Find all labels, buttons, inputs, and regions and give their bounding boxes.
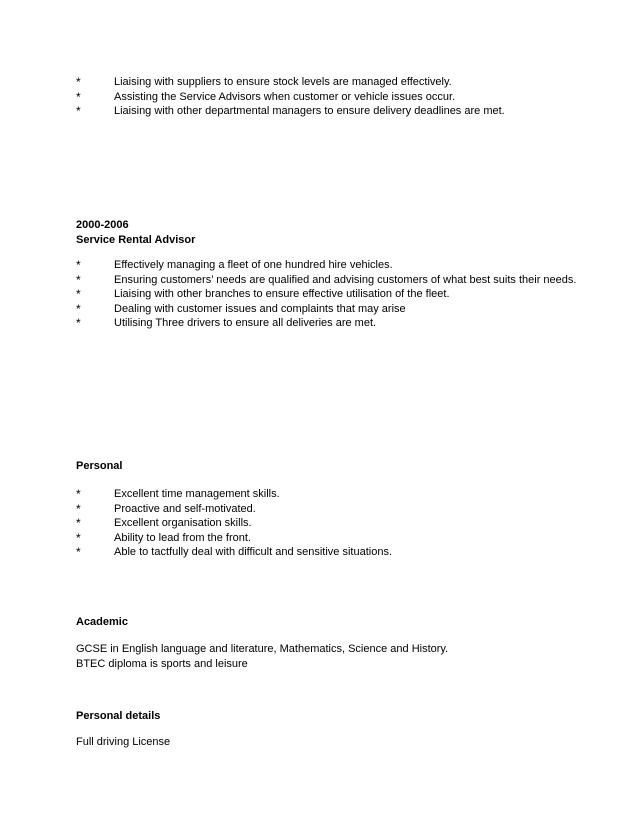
personal-details-section bbox=[76, 709, 576, 724]
bullet-star: * bbox=[76, 545, 81, 559]
personal-section bbox=[76, 459, 576, 474]
list-item-text: Assisting the Service Advisors when customer or vehicle issues occur. bbox=[114, 90, 456, 103]
list-item bbox=[76, 104, 576, 119]
academic-heading: Academic bbox=[76, 616, 128, 628]
bullet-star: * bbox=[76, 89, 81, 104]
list-item bbox=[76, 75, 576, 90]
bullet-star: * bbox=[76, 272, 81, 287]
bullet-star: * bbox=[76, 75, 81, 89]
bullet-star: * bbox=[76, 258, 81, 272]
personal-bullet-list bbox=[76, 487, 576, 560]
list-item bbox=[76, 516, 576, 531]
bullet-star: * bbox=[76, 501, 81, 516]
list-item bbox=[76, 502, 576, 517]
job-bullet-list bbox=[76, 258, 576, 331]
list-item bbox=[76, 287, 576, 302]
bullet-star: * bbox=[76, 301, 81, 316]
academic-line: BTEC diploma is sports and leisure bbox=[76, 657, 248, 670]
list-item-text: Effectively managing a fleet of one hundred hire vehicles. bbox=[114, 259, 393, 271]
academic-section bbox=[76, 615, 576, 630]
job-duties bbox=[76, 258, 576, 331]
list-item bbox=[76, 531, 576, 546]
personal-details-body bbox=[76, 735, 576, 750]
bullet-star: * bbox=[76, 487, 81, 501]
bullet-star: * bbox=[76, 287, 81, 301]
list-item-text: Excellent time management skills. bbox=[114, 488, 280, 500]
job-dates: 2000-2006 bbox=[76, 219, 129, 231]
list-item bbox=[76, 302, 576, 317]
bullet-star: * bbox=[76, 516, 81, 530]
list-item-text: Utilising Three drivers to ensure all deliveries are met. bbox=[114, 317, 377, 329]
list-item-text: Liaising with other branches to ensure effective utilisation of the fleet. bbox=[114, 288, 450, 300]
bullet-star: * bbox=[76, 530, 81, 545]
list-item bbox=[76, 258, 576, 273]
job-title: Service Rental Advisor bbox=[76, 233, 196, 246]
job-section bbox=[76, 218, 576, 247]
bullet-star: * bbox=[76, 316, 81, 330]
list-item-text: Excellent organisation skills. bbox=[114, 517, 252, 529]
list-item-text: Liaising with other departmental managers to ensure delivery deadlines are met. bbox=[114, 105, 505, 117]
list-item-text: Dealing with customer issues and complaints that may arise bbox=[114, 302, 406, 315]
previous-role-bullet-list bbox=[76, 75, 576, 119]
list-item bbox=[76, 545, 576, 560]
list-item-text: Liaising with suppliers to ensure stock levels are managed effectively. bbox=[114, 76, 452, 88]
personal-details-text: Full driving License bbox=[76, 736, 171, 748]
personal-skills bbox=[76, 487, 576, 560]
list-item bbox=[76, 90, 576, 105]
list-item-text: Ensuring customers’ needs are qualified and advising customers of what best suits their needs. bbox=[114, 273, 577, 286]
personal-details-heading: Personal details bbox=[76, 710, 161, 722]
list-item-text: Proactive and self-motivated. bbox=[114, 502, 256, 515]
bullet-star: * bbox=[76, 104, 81, 118]
personal-heading: Personal bbox=[76, 460, 123, 472]
list-item-text: Able to tactfully deal with difficult and sensitive situations. bbox=[114, 546, 393, 558]
list-item bbox=[76, 316, 576, 331]
list-item bbox=[76, 487, 576, 502]
previous-role-duties bbox=[76, 75, 576, 119]
academic-line: GCSE in English language and literature, Mathematics, Science and History. bbox=[76, 643, 449, 655]
list-item bbox=[76, 273, 576, 288]
list-item-text: Ability to lead from the front. bbox=[114, 531, 251, 544]
academic-details bbox=[76, 642, 576, 671]
